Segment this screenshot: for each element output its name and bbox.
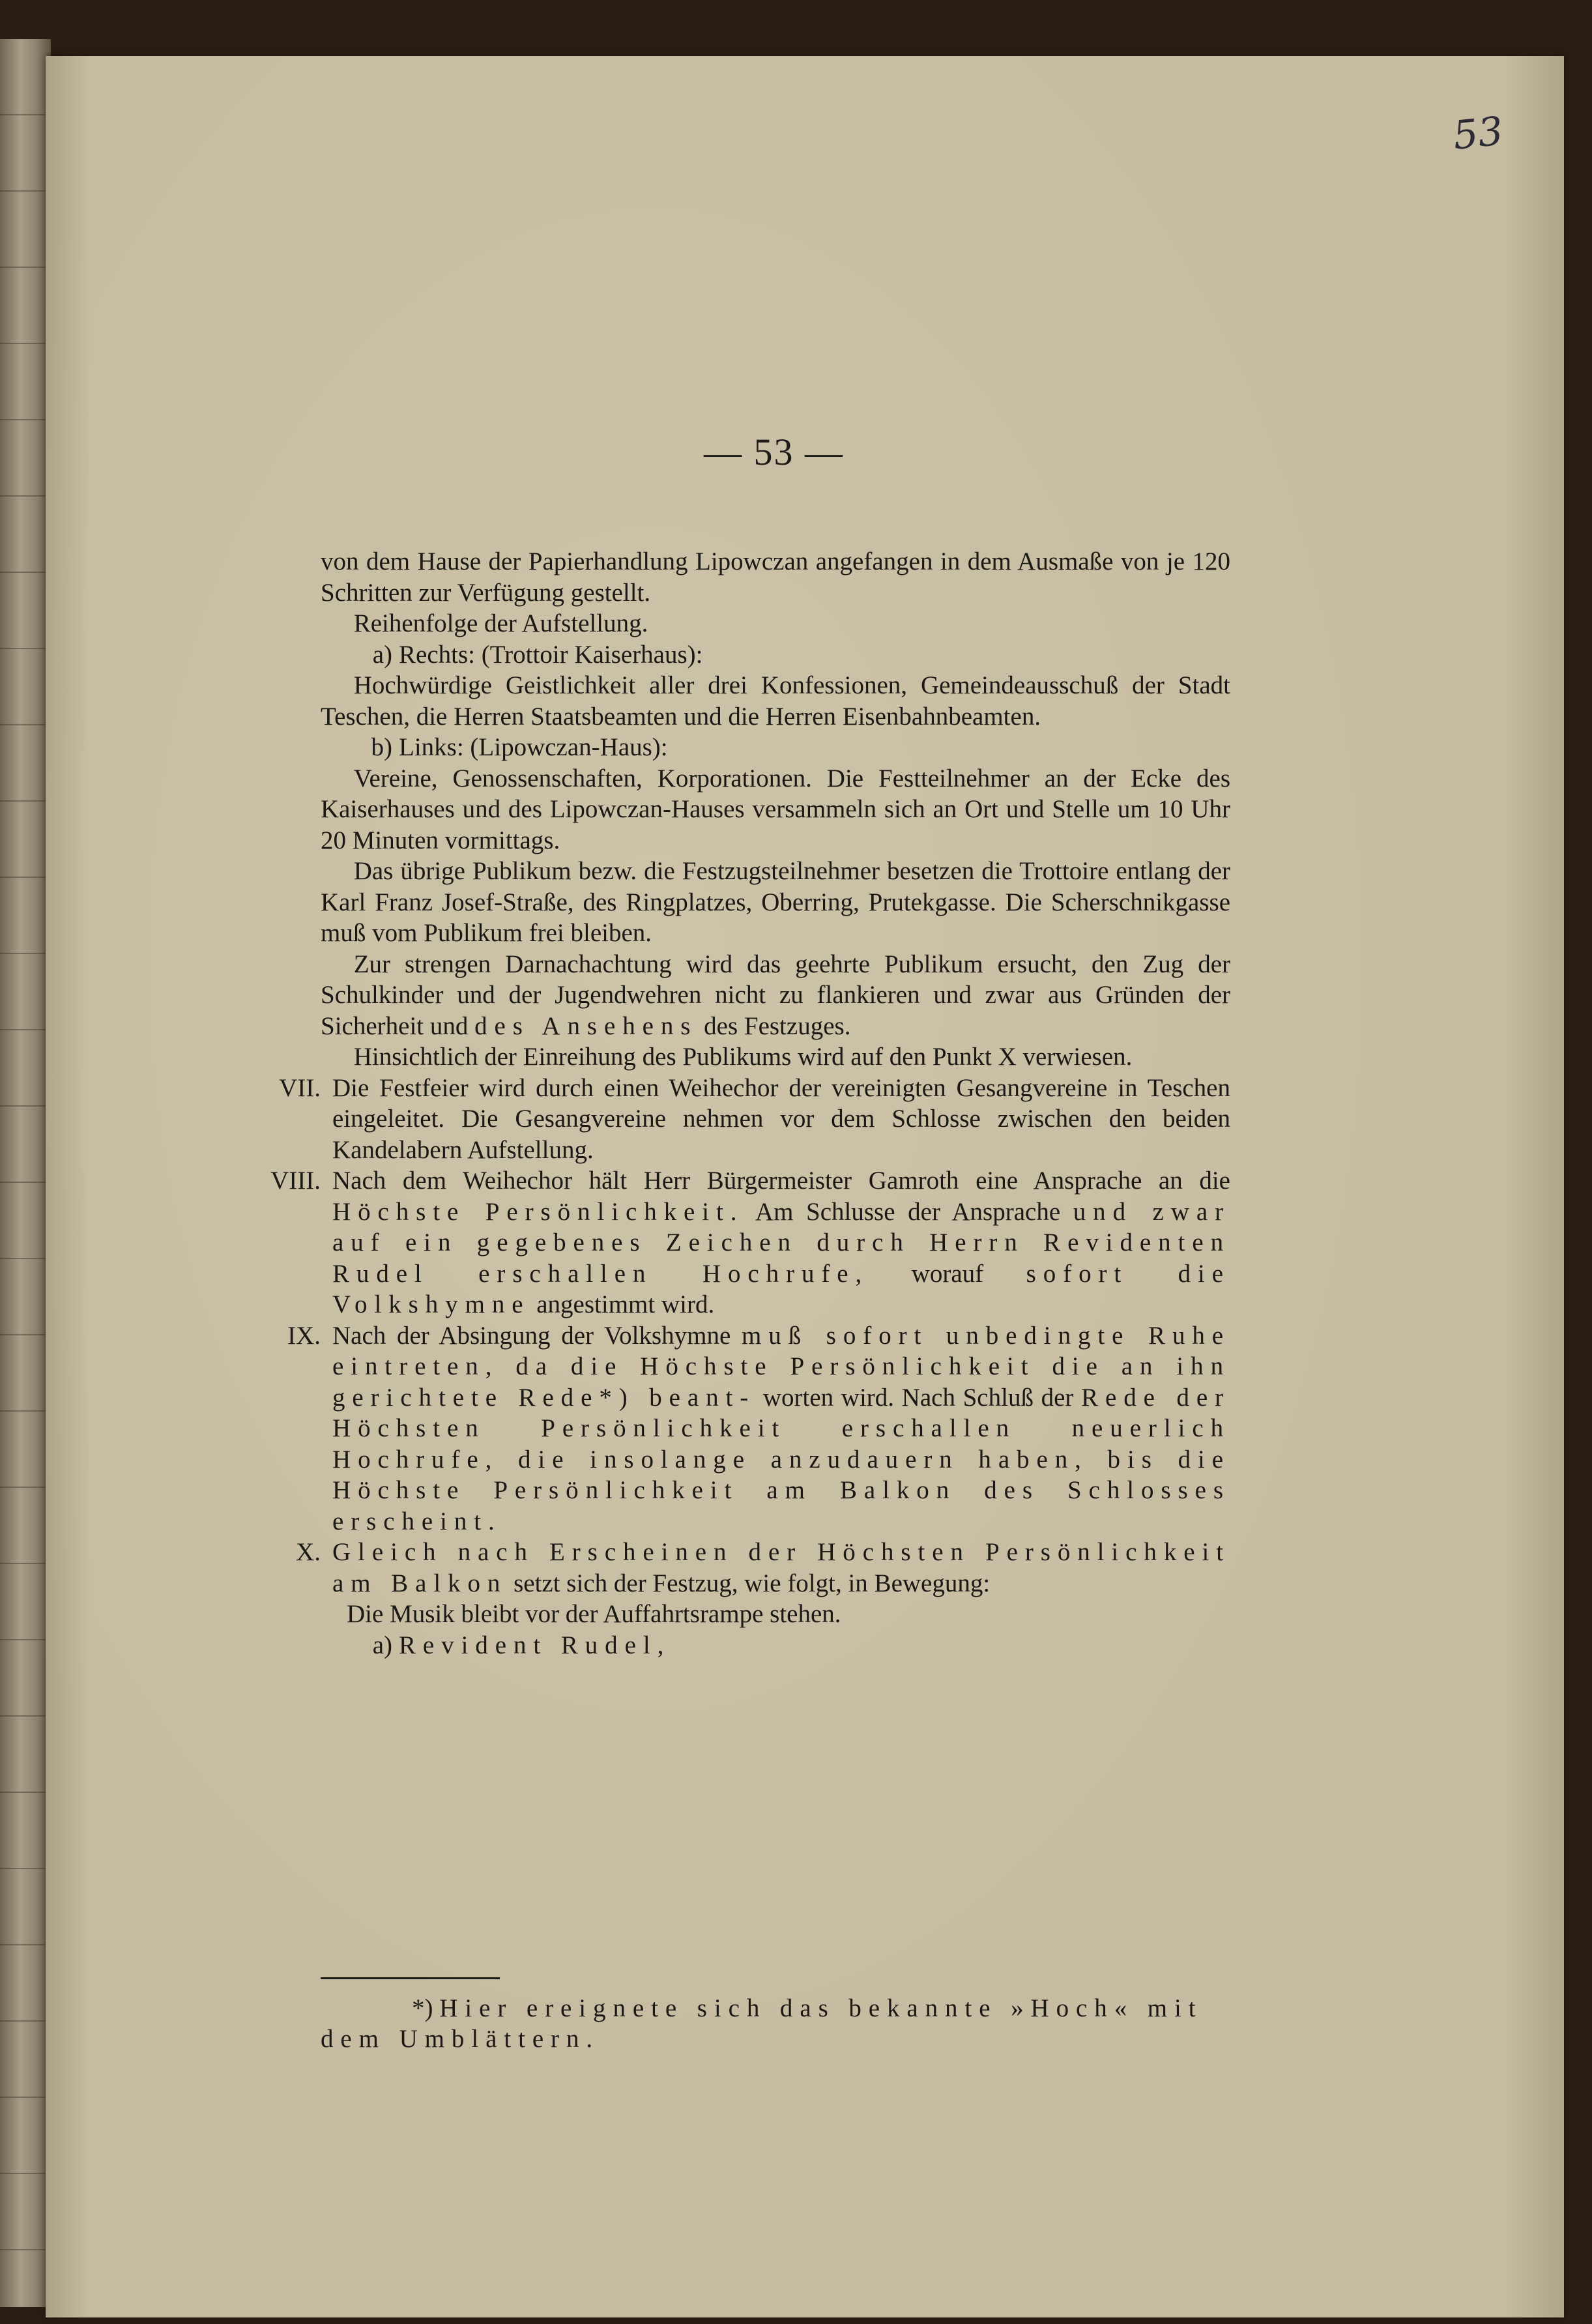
darnach-text-1: Zur strengen Darnachachtung wird das geehrte Publikum ersucht, den Zug der Schulkinder und der Jugendwehren nicht zu flankieren und zwar aus Gründen der Sicherheit und	[321, 950, 1230, 1040]
page-edge-lines	[0, 39, 51, 2307]
section-ix	[258, 1320, 1230, 1537]
x-spaced-1: Gleich nach Erscheinen der Höchsten Persönlichkeit am Balkon	[332, 1538, 1230, 1597]
viii-spaced-3: sofort die Volkshymne	[332, 1259, 1231, 1318]
section-label-viii: VIII.	[270, 1167, 321, 1195]
paragraph-intro: von dem Hause der Papierhandlung Lipowczan angefangen in dem Ausmaße von je 120 Schritten zur Verfügung gestellt.	[321, 547, 1230, 607]
darnach-spaced: des Ansehens	[474, 1011, 698, 1040]
paragraph-links-body: Vereine, Genossenschaften, Korporationen. Die Festteilnehmer an der Ecke des Kaiserhauses und des Lipowczan-Hauses versammeln sich an Ort und Stelle um 10 Uhr 20 Minuten vormittags.	[321, 764, 1230, 854]
viii-spaced-1: Höchste Persönlichkeit.	[332, 1197, 744, 1226]
darnach-text-2: des Festzuges.	[704, 1011, 851, 1040]
list-item-b	[321, 732, 1230, 763]
viii-text-5: worauf	[911, 1259, 984, 1288]
printed-page-number: — 53 —	[704, 431, 844, 473]
viii-text-7: angestimmt wird.	[536, 1290, 715, 1318]
list-title-rechts: Rechts: (Trottoir Kaiserhaus):	[399, 640, 703, 669]
section-viii	[258, 1165, 1230, 1320]
footnote-rule	[321, 1977, 500, 1979]
section-label-x: X.	[296, 1538, 321, 1566]
list-label-a: a)	[372, 640, 392, 669]
section-vii	[258, 1073, 1230, 1166]
viii-text-1: Nach dem Weihechor hält Herr Bürgermeister Gamroth eine Ansprache an die	[332, 1167, 1230, 1195]
x-text-2: setzt sich der Festzug, wie folgt, in Bewegung:	[514, 1569, 991, 1597]
paragraph-darnachachtung	[321, 949, 1230, 1042]
footnote-marker: *)	[412, 1994, 433, 2022]
list-label-b: b)	[371, 733, 392, 761]
viii-text-3: Am Schlusse der Ansprache	[755, 1197, 1061, 1226]
list-item-x-a	[321, 1630, 1230, 1661]
section-text-x	[332, 1537, 1230, 1599]
list-label-x-a: a)	[372, 1631, 392, 1659]
ix-text-3: worten wird. Nach Schluß der	[762, 1383, 1074, 1412]
section-label-ix: IX.	[287, 1321, 321, 1350]
ix-spaced-2: Rede der Höchsten Persönlichkeit erschallen neuerlich Hochrufe, die insolange anzudauern haben, bis die Höchste Persönlichkeit am Balkon des Schlosses erscheint.	[332, 1383, 1231, 1535]
heading-reihenfolge: Reihenfolge der Aufstellung.	[353, 609, 648, 637]
section-text-vii: Die Festfeier wird durch einen Weihechor der vereinigten Gesangvereine in Teschen eingeleitet. Die Gesangvereine nehmen vor dem Schlosse zwischen den beiden Kandelabern Aufstellung.	[332, 1073, 1230, 1164]
footnote	[321, 1993, 1233, 2054]
section-text-viii	[332, 1165, 1230, 1320]
paragraph-publikum: Das übrige Publikum bezw. die Festzugsteilnehmer besetzen die Trottoire entlang der Karl Franz Josef-Straße, des Ringplatzes, Oberring, Prutekgasse. Die Scherschnikgasse muß vom Publikum frei bleiben.	[321, 857, 1230, 947]
footnote-text: Hier ereignete sich das bekannte »Hoch« mit dem Umblättern.	[321, 1994, 1203, 2053]
ix-spaced-1: muß sofort unbedingte Ruhe eintreten, da die Höchste Persönlichkeit die an ihn gerichtete Rede*) beant-	[332, 1321, 1231, 1412]
footnote-paragraph	[321, 1993, 1233, 2054]
viii-spaced-2: und zwar auf ein gegebenes Zeichen durch Herrn Revidenten Rudel erschallen Hochrufe,	[332, 1197, 1231, 1288]
list-title-links: Links: (Lipowczan-Haus):	[399, 733, 668, 761]
list-text-x-a: Revident Rudel,	[399, 1631, 671, 1659]
section-label-vii: VII.	[279, 1073, 321, 1102]
list-item-a	[321, 639, 1230, 671]
section-x	[258, 1537, 1230, 1599]
ix-text-1: Nach der Absingung der Volkshymne	[332, 1321, 731, 1350]
paragraph-musik: Die Musik bleibt vor der Auffahrtsrampe stehen.	[347, 1600, 841, 1628]
paragraph-hinsichtlich: Hinsichtlich der Einreihung des Publikums wird auf den Punkt X verwiesen.	[353, 1043, 1133, 1071]
section-text-ix	[332, 1320, 1230, 1537]
paragraph-rechts-body: Hochwürdige Geistlichkeit aller drei Konfessionen, Gemeindeausschuß der Stadt Teschen, die Herren Staatsbeamten und die Herren Eisenbahnbeamten.	[321, 671, 1230, 731]
handwritten-page-number: 53	[1451, 108, 1505, 159]
body-text	[270, 546, 1231, 1661]
